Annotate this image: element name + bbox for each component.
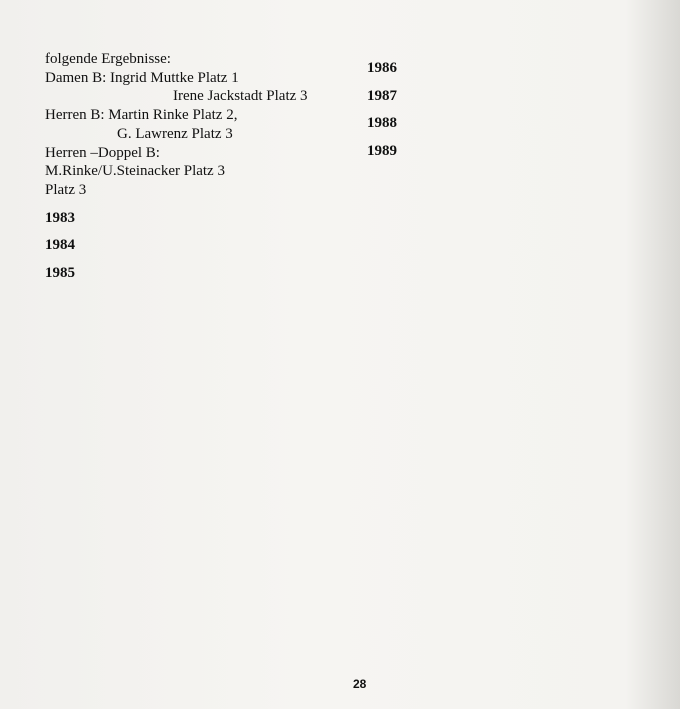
year-heading: 1987 [367,87,397,104]
year-heading: 1985 [45,265,75,282]
text-line: G. Lawrenz Platz 3 [117,125,233,142]
year-heading: 1983 [45,209,75,226]
page-number: 28 [353,677,367,691]
text-line: Platz 3 [45,181,87,198]
text-line: Herren –Doppel B: [45,144,160,161]
text-line: Damen B: Ingrid Muttke Platz 1 [45,69,239,86]
left-column [45,50,320,283]
right-column [367,50,640,161]
year-heading: 1986 [367,60,397,76]
text-line: Herren B: Martin Rinke Platz 2, [45,107,238,124]
year-heading: 1984 [45,237,75,254]
text-line: Irene Jackstadt Platz 3 [173,88,308,105]
year-heading: 1989 [367,143,397,160]
text-line: M.Rinke/U.Steinacker Platz 3 [45,163,225,180]
text-line: folgende Ergebnisse: [45,51,171,67]
year-heading: 1988 [367,115,397,132]
